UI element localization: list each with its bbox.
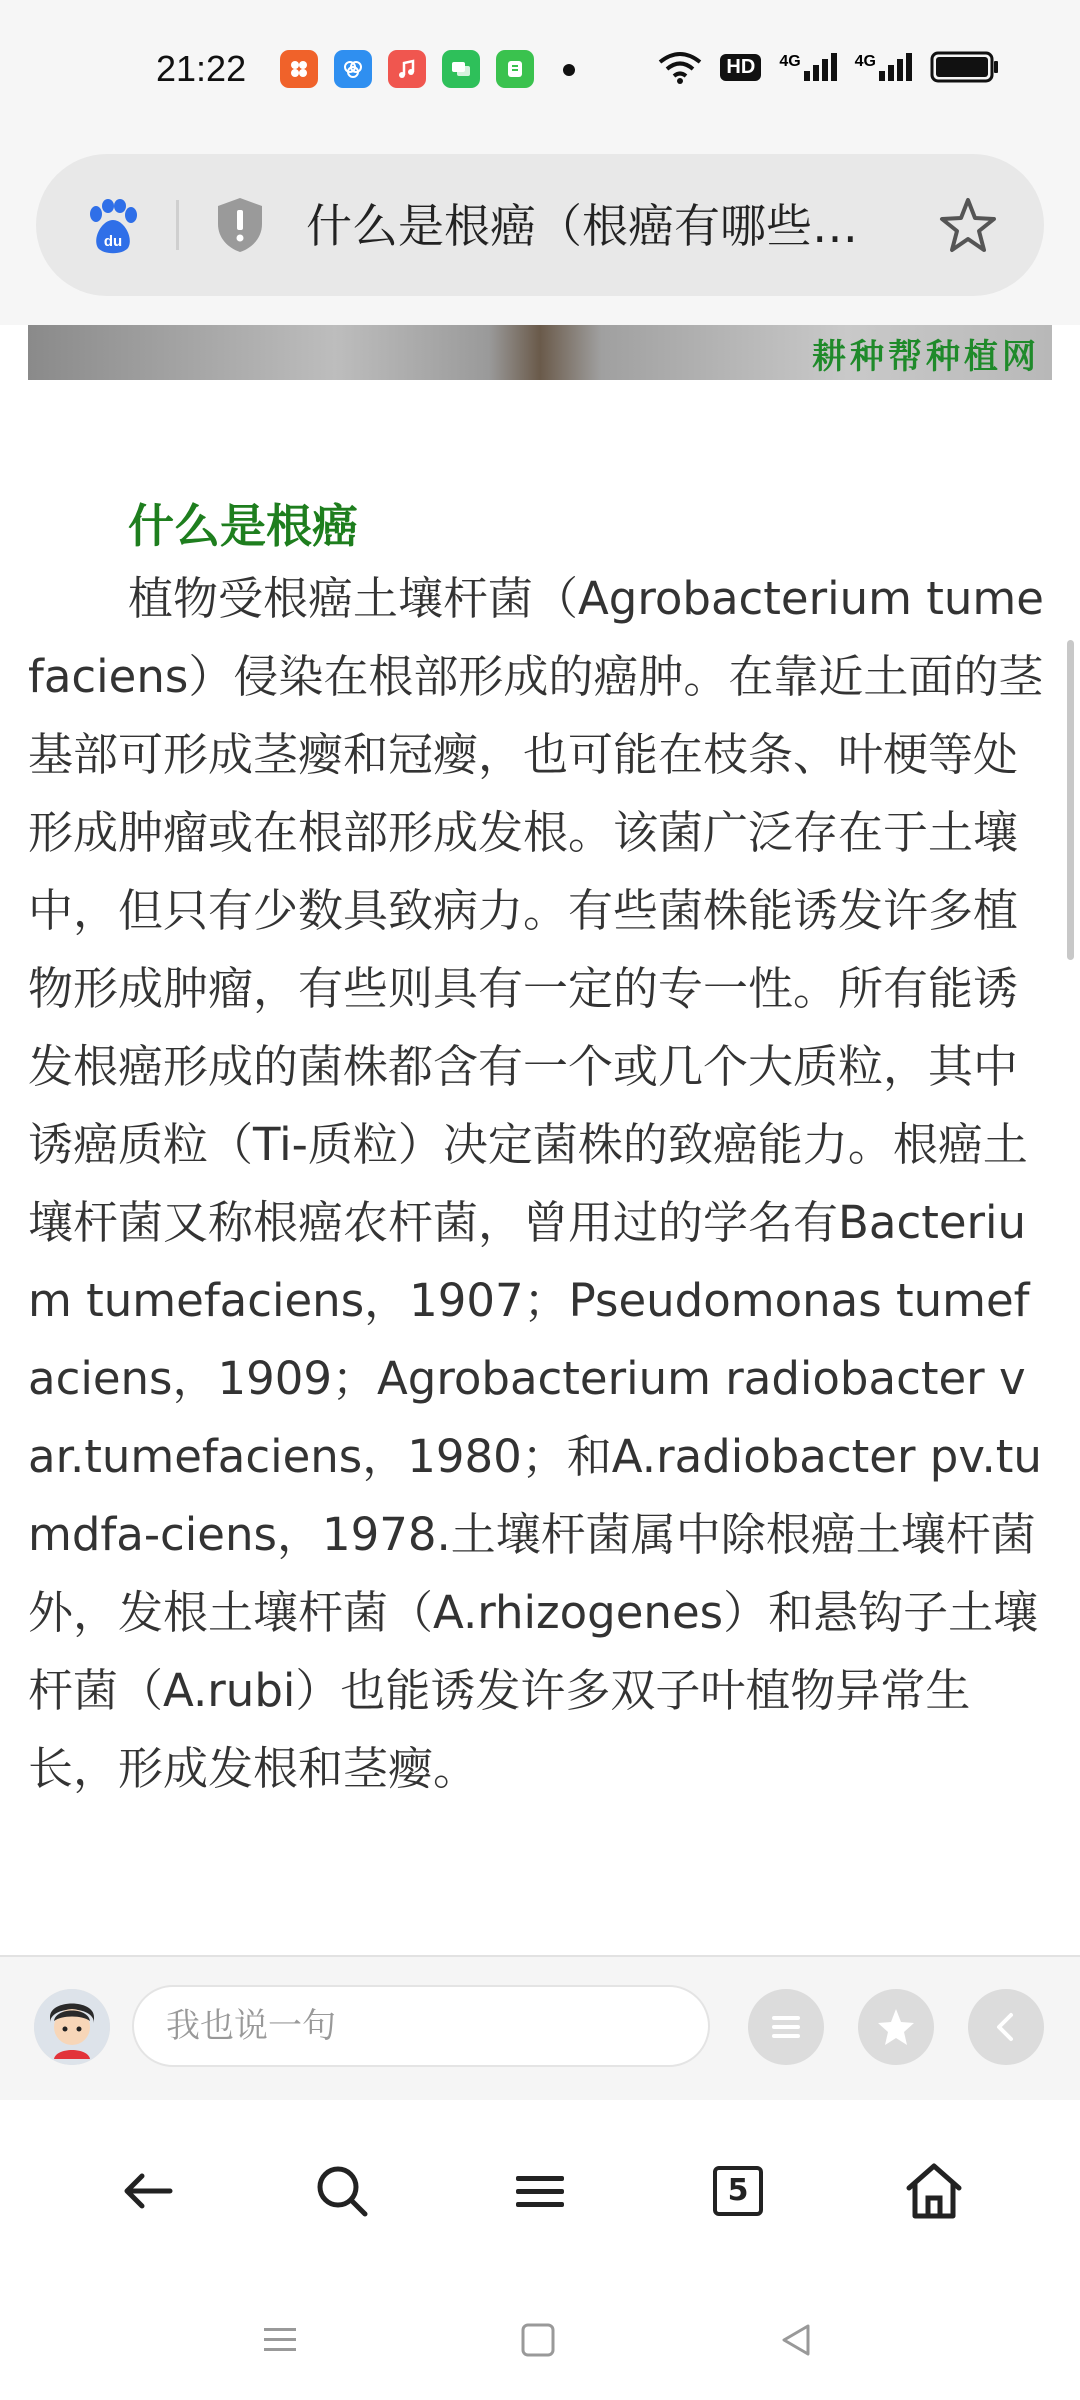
recent-apps-button[interactable] (250, 2310, 310, 2370)
tab-count: 5 (713, 2166, 763, 2216)
star-icon (875, 2006, 917, 2048)
section-heading: 什么是根癌 (128, 499, 358, 553)
app-music-icon (388, 50, 426, 88)
collapse-button[interactable] (968, 1989, 1044, 2065)
home-button[interactable] (898, 2155, 970, 2227)
system-back-button[interactable] (766, 2310, 826, 2370)
notification-dot (563, 64, 575, 76)
system-nav-bar (0, 2280, 1080, 2400)
app-orange-icon (280, 50, 318, 88)
address-bar[interactable] (36, 154, 1044, 296)
comment-input[interactable]: 我也说一句 (132, 1985, 710, 2067)
bookmark-star-icon[interactable] (936, 194, 1000, 258)
article-image (28, 325, 1052, 380)
hd-icon: HD (720, 54, 761, 81)
app-green-icon (496, 50, 534, 88)
app-chat-icon (442, 50, 480, 88)
wifi-icon (658, 50, 702, 84)
menu-icon (510, 2161, 570, 2221)
triangle-back-icon (776, 2320, 816, 2360)
notification-icons (280, 50, 534, 88)
shield-icon[interactable] (214, 196, 266, 254)
article-body: 植物受根癌土壤杆菌（Agrobacterium tumefaciens）侵染在根部形成的癌肿。在靠近土面的茎基部可形成茎瘿和冠瘿，也可能在枝条、叶梗等处形成肿瘤或在根部形成发根。该菌广泛存在于土壤中，但只有少数具致病力。有些菌株能诱发许多植物形成肿瘤，有些则具有一定的专一性。所有能诱发根癌形成的菌株都含有一个或几个大质粒，其中诱癌质粒（Ti-质粒）决定菌株的致癌能力。根癌土壤杆菌又称根癌农杆菌，曾用过的学名有Bacterium tumefaciens，1907；Pseudomonas tumefaciens，1909；Agrobacterium radiobacter var.tumefaciens，1980；和A.radiobacter pv.tumdfa-ciens，1978.土壤杆菌属中除根癌土壤杆菌外，发根土壤杆菌（A.rhizogenes）和悬钩子土壤杆菌（A.rubi）也能诱发许多双子叶植物异常生长，形成发根和茎瘿。 (28, 572, 1044, 1795)
home-icon (903, 2160, 965, 2222)
system-home-button[interactable] (508, 2310, 568, 2370)
search-icon (312, 2161, 372, 2221)
square-icon (518, 2320, 558, 2360)
browser-nav-bar (0, 2100, 1080, 2270)
search-button[interactable] (306, 2155, 378, 2227)
system-status-icons (658, 50, 1000, 84)
status-bar (0, 0, 1080, 140)
list-icon (766, 2007, 806, 2047)
favorite-button[interactable] (858, 1989, 934, 2065)
menu-button[interactable] (504, 2155, 576, 2227)
avatar[interactable] (34, 1989, 110, 2065)
svg-text:du: du (103, 233, 123, 250)
signal-icon-2: 4G (855, 53, 912, 81)
page-title[interactable]: 什么是根癌（根癌有哪些… (306, 199, 858, 253)
browser-top-bar (0, 140, 1080, 325)
app-blue-icon (334, 50, 372, 88)
signal-icon: 4G (779, 53, 836, 81)
tabs-button[interactable] (702, 2155, 774, 2227)
scrollbar[interactable] (1067, 640, 1074, 960)
back-button[interactable] (112, 2155, 184, 2227)
recent-apps-icon (260, 2320, 300, 2360)
comment-bar (0, 1955, 1080, 2102)
chevron-left-icon (988, 2009, 1024, 2045)
comments-list-button[interactable] (748, 1989, 824, 2065)
address-divider (176, 200, 179, 250)
arrow-left-icon (118, 2161, 178, 2221)
baidu-logo-icon[interactable] (84, 198, 142, 256)
image-watermark: 耕种帮种植网 (812, 337, 1040, 377)
status-time: 21:22 (156, 48, 247, 89)
battery-icon (930, 50, 1000, 84)
